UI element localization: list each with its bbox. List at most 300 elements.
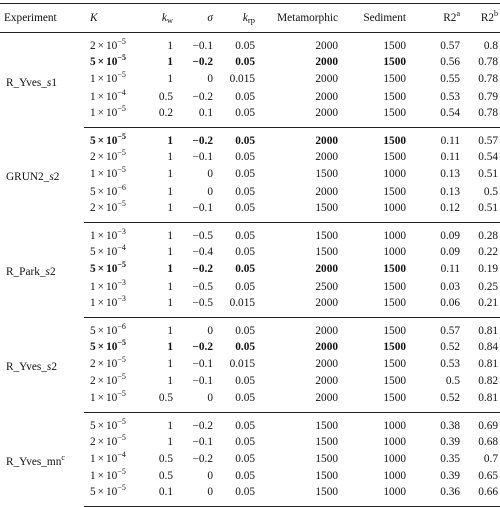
r2b-value: 0.69 bbox=[478, 419, 498, 432]
times-symbol: × bbox=[97, 73, 105, 86]
r2a-value: 0.11 bbox=[440, 134, 460, 147]
k-mantissa: 5 bbox=[90, 134, 96, 147]
kw-value: 1 bbox=[167, 229, 173, 242]
sigma-value: 0 bbox=[207, 73, 213, 86]
k-value-cell bbox=[84, 373, 146, 390]
r2a-value: 0.39 bbox=[440, 435, 460, 448]
kw-value: 0.5 bbox=[158, 453, 173, 465]
experiment-name-cell bbox=[0, 412, 84, 507]
k-mantissa: 2 bbox=[90, 358, 96, 371]
k-exponent: −5 bbox=[117, 372, 126, 382]
sigma-value: −0.5 bbox=[192, 229, 213, 242]
k-mantissa: 5 bbox=[90, 419, 96, 432]
sediment-value: 1000 bbox=[383, 435, 406, 448]
sigma-value: 0 bbox=[175, 391, 215, 413]
krp-value: 0.05 bbox=[235, 245, 255, 258]
k-exponent: −5 bbox=[117, 53, 126, 63]
experiment-name-cell bbox=[0, 127, 84, 222]
sediment-value: 1500 bbox=[383, 358, 406, 371]
kw-value: 0.5 bbox=[146, 391, 175, 413]
r2b-value: 0.65 bbox=[478, 470, 498, 483]
krp-value: 0.015 bbox=[215, 296, 257, 318]
r2a-value: 0.55 bbox=[440, 73, 460, 86]
metamorphic-value: 2000 bbox=[257, 296, 340, 318]
table-row bbox=[0, 33, 500, 55]
sigma-value: −0.1 bbox=[192, 375, 213, 388]
ten-base: 10 bbox=[106, 375, 118, 388]
r2a-value: 0.03 bbox=[440, 280, 460, 293]
k-mantissa: 1 bbox=[90, 73, 96, 86]
r2a-value: 0.36 bbox=[408, 485, 462, 507]
r2a-value: 0.06 bbox=[408, 296, 462, 318]
ten-base: 10 bbox=[106, 340, 118, 353]
k-mantissa: 5 bbox=[90, 185, 96, 198]
times-symbol: × bbox=[97, 435, 105, 448]
experiment-suffix: s bbox=[49, 171, 54, 184]
k-mantissa: 1 bbox=[90, 280, 96, 293]
sediment-value: 1500 bbox=[383, 134, 406, 147]
ten-base: 10 bbox=[106, 151, 118, 164]
r2a-value: 0.52 bbox=[408, 391, 462, 413]
ten-base: 10 bbox=[106, 263, 118, 276]
sediment-value: 1000 bbox=[383, 453, 406, 465]
r2b-value: 0.57 bbox=[478, 134, 498, 147]
k-mantissa: 1 bbox=[90, 90, 96, 103]
r2b-value: 0.78 bbox=[478, 56, 498, 69]
ten-base: 10 bbox=[106, 106, 118, 119]
header-experiment: Experiment bbox=[0, 4, 84, 33]
kw-value: 1 bbox=[146, 296, 175, 318]
k-exponent: −6 bbox=[117, 182, 126, 192]
sediment-value: 1500 bbox=[383, 280, 406, 293]
k-exponent: −5 bbox=[117, 416, 126, 426]
k-exponent: −4 bbox=[117, 450, 126, 459]
r2b-value: 0.78 bbox=[478, 73, 498, 86]
header-krp-symbol: k bbox=[242, 12, 248, 24]
metamorphic-value: 1500 bbox=[257, 201, 340, 223]
k-value-cell bbox=[84, 89, 146, 106]
k-value-cell bbox=[84, 388, 146, 413]
kw-value: 1 bbox=[167, 419, 173, 432]
r2a-value: 0.5 bbox=[445, 375, 460, 388]
krp-value: 0.05 bbox=[235, 375, 255, 388]
ten-base: 10 bbox=[106, 229, 118, 242]
header-krp-sub: rp bbox=[247, 15, 255, 25]
table-row bbox=[0, 412, 500, 434]
kw-value: 1 bbox=[167, 151, 173, 164]
k-value-cell bbox=[84, 149, 146, 166]
sediment-value: 1000 bbox=[340, 201, 408, 223]
krp-value: 0.05 bbox=[235, 419, 255, 432]
header-sigma-symbol: σ bbox=[207, 12, 213, 24]
experiment-number: 2 bbox=[53, 171, 60, 184]
k-exponent: −3 bbox=[117, 277, 126, 287]
kw-value: 1 bbox=[167, 280, 173, 293]
r2a-value: 0.11 bbox=[440, 151, 460, 164]
experiment-suffix: s bbox=[46, 76, 52, 89]
header-sigma bbox=[175, 4, 215, 33]
sediment-value: 1000 bbox=[383, 245, 406, 258]
sediment-value: 1500 bbox=[383, 90, 406, 103]
r2b-value: 0.8 bbox=[483, 40, 498, 52]
metamorphic-value: 2000 bbox=[315, 263, 338, 276]
sediment-value: 1500 bbox=[383, 40, 406, 52]
r2b-value: 0.21 bbox=[462, 296, 500, 318]
k-exponent: −5 bbox=[117, 388, 126, 398]
krp-value: 0.05 bbox=[235, 185, 255, 198]
k-value-cell bbox=[84, 356, 146, 373]
sediment-value: 1500 bbox=[383, 56, 406, 69]
r2b-value: 0.19 bbox=[478, 263, 498, 276]
times-symbol: × bbox=[97, 280, 105, 293]
experiment-name-cell bbox=[0, 33, 84, 128]
kw-value: 1 bbox=[167, 168, 173, 181]
k-mantissa: 5 bbox=[90, 324, 96, 337]
r2b-value: 0.54 bbox=[478, 151, 498, 164]
r2b-value: 0.51 bbox=[462, 201, 500, 223]
ten-base: 10 bbox=[106, 324, 118, 337]
kw-value: 1 bbox=[146, 201, 175, 223]
k-exponent: −5 bbox=[117, 37, 126, 46]
r2b-value: 0.81 bbox=[478, 358, 498, 371]
sigma-value: −0.4 bbox=[192, 245, 213, 258]
metamorphic-value: 2000 bbox=[315, 40, 338, 52]
times-symbol: × bbox=[97, 56, 105, 69]
sediment-value: 1000 bbox=[340, 485, 408, 507]
krp-value: 0.05 bbox=[235, 56, 255, 69]
k-value-cell bbox=[84, 103, 146, 128]
krp-value: 0.05 bbox=[235, 263, 255, 276]
k-value-cell bbox=[84, 33, 146, 55]
krp-value: 0.05 bbox=[215, 106, 257, 128]
header-r2a-label: R2 bbox=[443, 12, 457, 24]
metamorphic-value: 1500 bbox=[315, 435, 338, 448]
sigma-value: −0.2 bbox=[192, 90, 213, 103]
times-symbol: × bbox=[97, 340, 105, 353]
metamorphic-value: 1500 bbox=[315, 168, 338, 181]
times-symbol: × bbox=[97, 296, 105, 309]
k-exponent: −5 bbox=[117, 198, 126, 208]
k-value-cell bbox=[84, 293, 146, 318]
parameter-results-table bbox=[0, 3, 500, 507]
k-exponent: −5 bbox=[117, 355, 126, 365]
krp-value: 0.015 bbox=[229, 73, 255, 86]
header-sediment: Sediment bbox=[340, 4, 408, 33]
ten-base: 10 bbox=[106, 419, 118, 432]
sediment-value: 1500 bbox=[383, 263, 406, 276]
k-mantissa: 1 bbox=[90, 470, 96, 483]
k-value-cell bbox=[84, 412, 146, 434]
experiment-footnote: c bbox=[61, 453, 65, 462]
r2a-value: 0.56 bbox=[440, 56, 460, 69]
k-value-cell bbox=[84, 451, 146, 468]
k-value-cell bbox=[84, 127, 146, 149]
krp-value: 0.05 bbox=[235, 280, 255, 293]
k-mantissa: 1 bbox=[90, 453, 96, 465]
kw-value: 1 bbox=[167, 185, 173, 198]
k-exponent: −6 bbox=[117, 321, 126, 331]
metamorphic-value: 2000 bbox=[257, 391, 340, 413]
experiment-name-cell bbox=[0, 222, 84, 317]
sigma-value: −0.2 bbox=[192, 134, 213, 147]
krp-value: 0.05 bbox=[235, 340, 255, 353]
experiment-name-cell bbox=[0, 317, 84, 412]
krp-value: 0.05 bbox=[235, 435, 255, 448]
times-symbol: × bbox=[97, 453, 105, 465]
r2b-value: 0.78 bbox=[462, 106, 500, 128]
k-exponent: −4 bbox=[117, 242, 126, 252]
metamorphic-value: 1500 bbox=[257, 485, 340, 507]
k-exponent: −5 bbox=[117, 467, 126, 477]
ten-base: 10 bbox=[106, 296, 118, 309]
metamorphic-value: 2000 bbox=[315, 90, 338, 103]
header-krp bbox=[215, 4, 257, 33]
r2a-value: 0.35 bbox=[440, 453, 460, 465]
sigma-value: −0.2 bbox=[192, 56, 213, 69]
k-exponent: −5 bbox=[117, 165, 126, 175]
k-value-cell bbox=[84, 183, 146, 200]
sigma-value: −0.5 bbox=[192, 280, 213, 293]
k-value-cell bbox=[84, 198, 146, 223]
r2b-value: 0.81 bbox=[478, 324, 498, 337]
sediment-value: 1500 bbox=[340, 106, 408, 128]
metamorphic-value: 1500 bbox=[315, 245, 338, 258]
k-exponent: −5 bbox=[117, 432, 126, 442]
k-exponent: −5 bbox=[117, 148, 126, 158]
experiment-name: R_Yves_mn bbox=[6, 456, 62, 468]
r2b-value: 0.51 bbox=[478, 168, 498, 181]
ten-base: 10 bbox=[106, 453, 118, 465]
k-value-cell bbox=[84, 261, 146, 278]
ten-base: 10 bbox=[106, 168, 118, 181]
header-r2b bbox=[462, 4, 500, 33]
k-value-cell bbox=[84, 434, 146, 451]
krp-value: 0.05 bbox=[235, 134, 255, 147]
sediment-value: 1500 bbox=[383, 73, 406, 86]
times-symbol: × bbox=[97, 375, 105, 388]
times-symbol: × bbox=[97, 419, 105, 432]
experiment-name: GRUN2_ bbox=[6, 171, 50, 184]
r2b-value: 0.28 bbox=[478, 229, 498, 242]
metamorphic-value: 2000 bbox=[315, 73, 338, 86]
kw-value: 1 bbox=[167, 340, 173, 353]
r2b-value: 0.84 bbox=[478, 340, 498, 353]
r2a-value: 0.12 bbox=[408, 201, 462, 223]
experiment-number: 2 bbox=[49, 266, 56, 279]
krp-value: 0.05 bbox=[235, 151, 255, 164]
k-mantissa: 2 bbox=[90, 435, 96, 448]
metamorphic-value: 2000 bbox=[315, 185, 338, 198]
ten-base: 10 bbox=[106, 185, 118, 198]
header-r2a bbox=[408, 4, 462, 33]
sigma-value: −0.2 bbox=[192, 263, 213, 276]
k-mantissa: 1 bbox=[90, 168, 96, 181]
header-metamorphic: Metamorphic bbox=[257, 4, 340, 33]
k-exponent: −5 bbox=[117, 337, 126, 347]
metamorphic-value: 2000 bbox=[315, 56, 338, 69]
header-kw bbox=[146, 4, 175, 33]
r2a-value: 0.52 bbox=[440, 340, 460, 353]
k-mantissa: 5 bbox=[90, 486, 96, 499]
r2b-value: 0.5 bbox=[483, 185, 498, 198]
k-value-cell bbox=[84, 244, 146, 261]
k-exponent: −3 bbox=[117, 226, 126, 236]
sediment-value: 1500 bbox=[383, 324, 406, 337]
times-symbol: × bbox=[97, 134, 105, 147]
experiment-number: 2 bbox=[51, 361, 57, 374]
k-exponent: −5 bbox=[117, 131, 126, 141]
kw-value: 1 bbox=[167, 73, 173, 86]
kw-value: 1 bbox=[167, 245, 173, 258]
sigma-value: 0 bbox=[207, 470, 213, 483]
table-body bbox=[0, 33, 500, 507]
sigma-value: −0.1 bbox=[192, 435, 213, 448]
header-r2a-sup: a bbox=[456, 9, 460, 18]
times-symbol: × bbox=[97, 229, 105, 242]
k-mantissa: 1 bbox=[90, 296, 96, 309]
kw-value: 1 bbox=[167, 56, 173, 69]
sediment-value: 1500 bbox=[383, 151, 406, 164]
ten-base: 10 bbox=[106, 134, 118, 147]
r2a-value: 0.09 bbox=[440, 229, 460, 242]
ten-base: 10 bbox=[106, 90, 118, 103]
k-exponent: −3 bbox=[117, 293, 126, 303]
sigma-value: 0 bbox=[207, 324, 213, 337]
metamorphic-value: 2000 bbox=[315, 358, 338, 371]
sediment-value: 1500 bbox=[383, 340, 406, 353]
ten-base: 10 bbox=[106, 73, 118, 86]
header-row bbox=[0, 4, 500, 33]
table-row bbox=[0, 127, 500, 149]
sigma-value: 0 bbox=[207, 168, 213, 181]
k-value-cell bbox=[84, 339, 146, 356]
metamorphic-value: 2000 bbox=[315, 324, 338, 337]
sediment-value: 1500 bbox=[383, 375, 406, 388]
k-mantissa: 2 bbox=[90, 201, 96, 214]
r2b-value: 0.82 bbox=[478, 375, 498, 388]
sediment-value: 1000 bbox=[383, 168, 406, 181]
k-exponent: −4 bbox=[117, 87, 126, 97]
sigma-value: 0 bbox=[175, 485, 215, 507]
times-symbol: × bbox=[97, 470, 105, 483]
sediment-value: 1000 bbox=[383, 419, 406, 432]
metamorphic-value: 2000 bbox=[315, 375, 338, 388]
r2a-value: 0.09 bbox=[440, 245, 460, 258]
times-symbol: × bbox=[97, 263, 105, 276]
ten-base: 10 bbox=[106, 280, 118, 293]
r2b-value: 0.81 bbox=[462, 391, 500, 413]
k-mantissa: 1 bbox=[90, 106, 96, 119]
header-k bbox=[84, 4, 146, 33]
times-symbol: × bbox=[97, 168, 105, 181]
k-mantissa: 2 bbox=[90, 151, 96, 164]
header-r2b-label: R2 bbox=[480, 12, 494, 24]
krp-value: 0.05 bbox=[215, 201, 257, 223]
sigma-value: −0.2 bbox=[192, 340, 213, 353]
sigma-value: −0.1 bbox=[192, 151, 213, 164]
krp-value: 0.05 bbox=[235, 453, 255, 465]
kw-value: 1 bbox=[167, 358, 173, 371]
ten-base: 10 bbox=[106, 358, 118, 371]
krp-value: 0.05 bbox=[235, 90, 255, 103]
times-symbol: × bbox=[97, 201, 105, 214]
table-row bbox=[0, 222, 500, 244]
r2b-value: 0.25 bbox=[478, 280, 498, 293]
times-symbol: × bbox=[97, 90, 105, 103]
k-exponent: −5 bbox=[117, 103, 126, 113]
k-value-cell bbox=[84, 71, 146, 88]
kw-value: 0.2 bbox=[146, 106, 175, 128]
table-row bbox=[0, 317, 500, 339]
sigma-value: −0.1 bbox=[192, 40, 213, 52]
header-kw-sub: w bbox=[166, 15, 173, 25]
header-k-symbol: K bbox=[90, 12, 98, 24]
times-symbol: × bbox=[97, 151, 105, 164]
sediment-value: 1500 bbox=[383, 185, 406, 198]
metamorphic-value: 2000 bbox=[315, 340, 338, 353]
r2a-value: 0.53 bbox=[440, 90, 460, 103]
metamorphic-value: 2000 bbox=[315, 151, 338, 164]
times-symbol: × bbox=[97, 185, 105, 198]
sediment-value: 1000 bbox=[383, 229, 406, 242]
k-exponent: −5 bbox=[117, 260, 126, 270]
metamorphic-value: 1500 bbox=[315, 419, 338, 432]
r2a-value: 0.13 bbox=[440, 185, 460, 198]
k-exponent: −5 bbox=[117, 483, 126, 493]
ten-base: 10 bbox=[106, 470, 118, 483]
k-value-cell bbox=[84, 54, 146, 71]
r2a-value: 0.39 bbox=[440, 470, 460, 483]
krp-value: 0.05 bbox=[215, 485, 257, 507]
sigma-value: −0.1 bbox=[175, 201, 215, 223]
metamorphic-value: 2000 bbox=[257, 106, 340, 128]
k-value-cell bbox=[84, 222, 146, 244]
k-exponent: −5 bbox=[117, 70, 126, 80]
kw-value: 1 bbox=[167, 324, 173, 337]
experiment-name: R_Yves_ bbox=[6, 76, 47, 89]
experiment-name: R_Park_ bbox=[6, 266, 46, 279]
k-mantissa: 2 bbox=[90, 375, 96, 388]
experiment-name: R_Yves_ bbox=[6, 361, 47, 374]
sediment-value: 1000 bbox=[383, 470, 406, 483]
k-value-cell bbox=[84, 278, 146, 295]
k-mantissa: 1 bbox=[90, 391, 96, 404]
sediment-value: 1500 bbox=[340, 296, 408, 318]
r2a-value: 0.57 bbox=[440, 40, 460, 52]
times-symbol: × bbox=[97, 106, 105, 119]
experiment-suffix: s bbox=[45, 266, 50, 279]
ten-base: 10 bbox=[106, 245, 118, 258]
times-symbol: × bbox=[97, 324, 105, 337]
header-kw-symbol: k bbox=[161, 12, 167, 24]
kw-value: 1 bbox=[167, 40, 173, 52]
r2b-value: 0.66 bbox=[462, 485, 500, 507]
r2a-value: 0.54 bbox=[408, 106, 462, 128]
sediment-value: 1500 bbox=[340, 391, 408, 413]
krp-value: 0.05 bbox=[235, 229, 255, 242]
k-mantissa: 1 bbox=[90, 229, 96, 242]
sigma-value: 0.1 bbox=[175, 106, 215, 128]
k-value-cell bbox=[84, 166, 146, 183]
sigma-value: 0 bbox=[207, 185, 213, 198]
krp-value: 0.05 bbox=[235, 324, 255, 337]
r2a-value: 0.13 bbox=[440, 168, 460, 181]
times-symbol: × bbox=[97, 245, 105, 258]
sigma-value: −0.2 bbox=[192, 453, 213, 465]
metamorphic-value: 1500 bbox=[315, 470, 338, 483]
times-symbol: × bbox=[97, 40, 105, 52]
sigma-value: −0.5 bbox=[175, 296, 215, 318]
